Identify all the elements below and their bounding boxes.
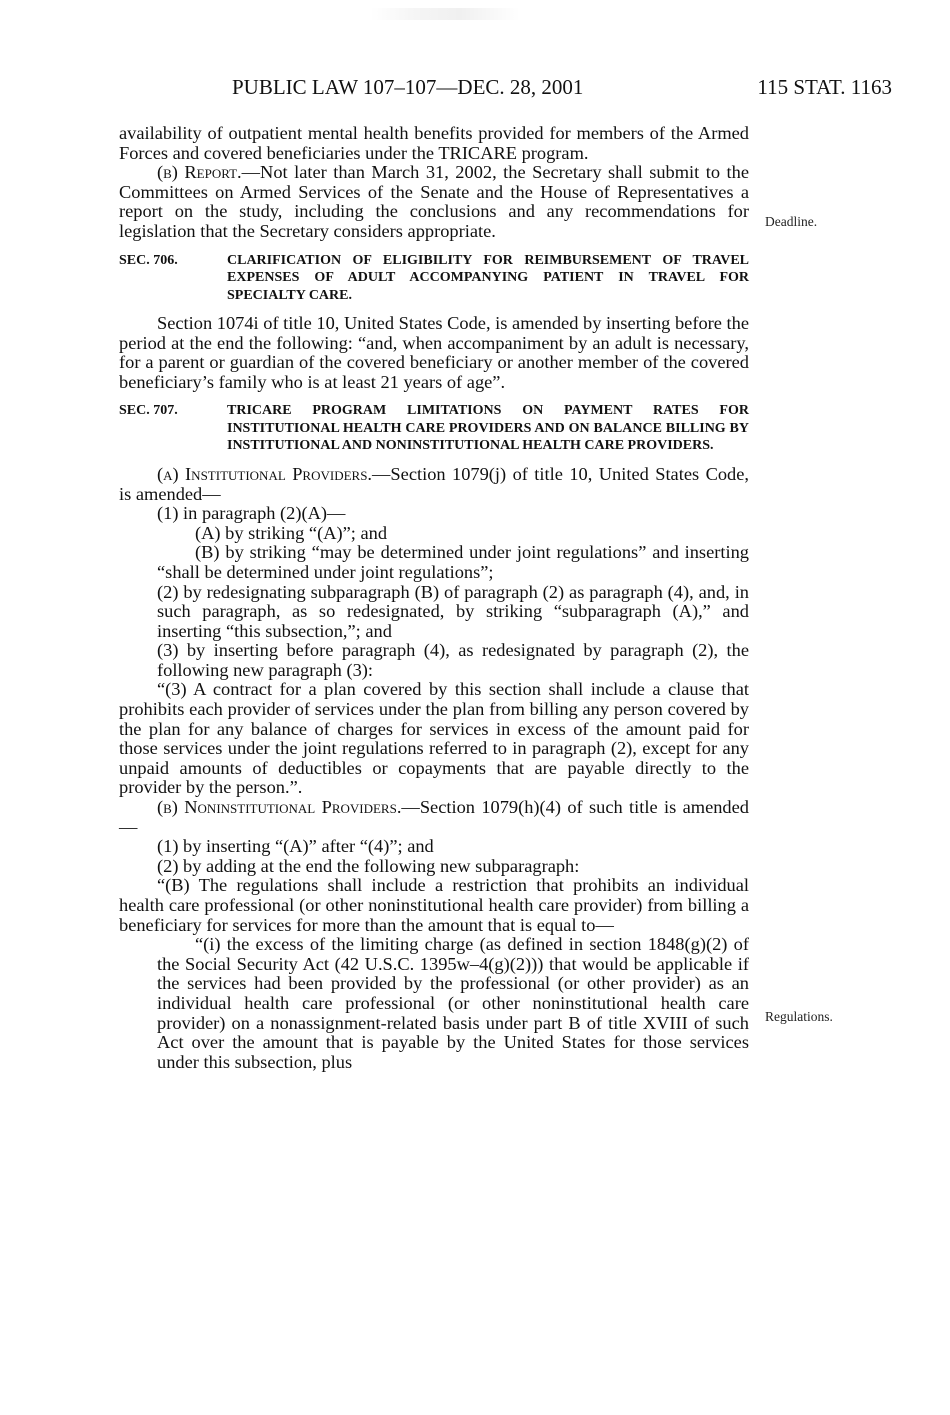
sec-707-title: TRICARE PROGRAM LIMITATIONS ON PAYMENT RATES FOR INSTITUTIONAL HEALTH CARE PROVIDERS AND ON BALANCE BILLING BY INSTITUTIONAL AND NONINSTITUTIONAL HEALTH CARE PROVIDERS.: [227, 403, 749, 454]
margin-note-regulations: Regulations.: [765, 1009, 833, 1024]
sec-707-a-text: —Section 1079(j) of title 10, United States Code, is amended—: [119, 463, 749, 504]
sec-707-a1-A: [119, 524, 749, 544]
sec-707-b2-clause-i: “(i) the excess of the limiting charge (as defined in section 1848(g)(2) of the Social Security Act (42 U.S.C. 1395w–4(g)(2))) that would be applicable if the services had been provided by the professional (or other provider) as an individual health care professional (or other noninstitutional health care provider) on a nonassignment-related basis under part B of title XVIII of such Act over the amount that is payable by the United States for those services under this subsection, plus: [157, 934, 749, 1072]
sec-707-a1-text: (1) in paragraph (2)(A)—: [157, 503, 346, 524]
sec-707-a1-B: (B) by striking “may be determined under joint regulations” and inserting “shall be determined under joint regulations”;: [157, 542, 749, 582]
margin-note-deadline: Deadline.: [765, 214, 818, 229]
sec-707-b2-quote: “(B) The regulations shall include a restriction that prohibits an individual health care professional (or other noninstitutional health care provider) from billing a beneficiary for services for more than the amount that is equal to—: [119, 875, 749, 935]
sec-707-a3-quote: “(3) A contract for a plan covered by this section shall include a clause that prohibits each provider of services under the plan from billing any person covered by the plan for any balance of charges for services in excess of the amount paid for those services under the joint regulations referred to in paragraph (2), except for any unpaid amounts of deductibles or copayments that are payable directly to the provider by the person.”.: [119, 679, 749, 798]
sec-707-a1-A-text: (A) by striking “(A)”; and: [195, 522, 388, 543]
page-header: [232, 72, 892, 102]
sec-706-number: SEC. 706.: [119, 252, 178, 268]
document-body: [119, 124, 749, 1072]
report-label: (b) Report.: [157, 162, 242, 183]
report-text: —Not later than March 31, 2002, the Secretary shall submit to the Committees on Armed Services of the Senate and the House of Representatives a report on the study, including the conclusions and any recommendations for legislation that the Secretary considers appropriate.: [119, 162, 749, 241]
header-title: PUBLIC LAW 107–107—DEC. 28, 2001: [232, 75, 584, 99]
sec-706-text: Section 1074i of title 10, United States Code, is amended by inserting before the period at the end the following: “and, when accompaniment by an adult is necessary, for a parent or guardian of the covered beneficiary or another member of the covered beneficiary’s family who is at least 21 years of age”.: [119, 313, 749, 392]
report-paragraph: [119, 163, 749, 241]
sec-707-number: SEC. 707.: [119, 403, 178, 419]
sec-707-a-label: (a) Institutional Providers.: [157, 463, 373, 484]
sec-707-b1: (1) by inserting “(A)” after “(4)”; and: [157, 836, 434, 857]
intro-paragraph: availability of outpatient mental health benefits provided for members of the Armed Forces and covered beneficiaries under the TRICARE program.: [119, 123, 749, 163]
sec-707-b2: (2) by adding at the end the following new subparagraph:: [157, 855, 580, 876]
sec-707-a1: [119, 504, 749, 524]
sec-707-a2: (2) by redesignating subparagraph (B) of paragraph (2) as paragraph (4), and, in such paragraph, as so redesignated, by striking “subparagraph (A),” and inserting “this subsection,”; and: [157, 581, 749, 641]
sec-707-a3: (3) by inserting before paragraph (4), as redesignated by paragraph (2), the following new paragraph (3):: [157, 640, 749, 680]
sec-707-b-paragraph: [119, 798, 749, 837]
sec-706-heading: [119, 252, 749, 305]
sec-707-heading: [119, 402, 749, 455]
scan-smudge: [370, 8, 520, 20]
sec-706-title: CLARIFICATION OF ELIGIBILITY FOR REIMBURSEMENT OF TRAVEL EXPENSES OF ADULT ACCOMPANYING PATIENT IN TRAVEL FOR SPECIALTY CARE.: [227, 252, 749, 303]
header-page-number: 115 STAT. 1163: [757, 75, 892, 99]
sec-707-b-label: (b) Noninstitutional Providers.: [157, 797, 402, 818]
sec-707-a-paragraph: [119, 465, 749, 504]
sec-707-b-text: —Section 1079(h)(4) of such title is amended—: [119, 797, 749, 837]
